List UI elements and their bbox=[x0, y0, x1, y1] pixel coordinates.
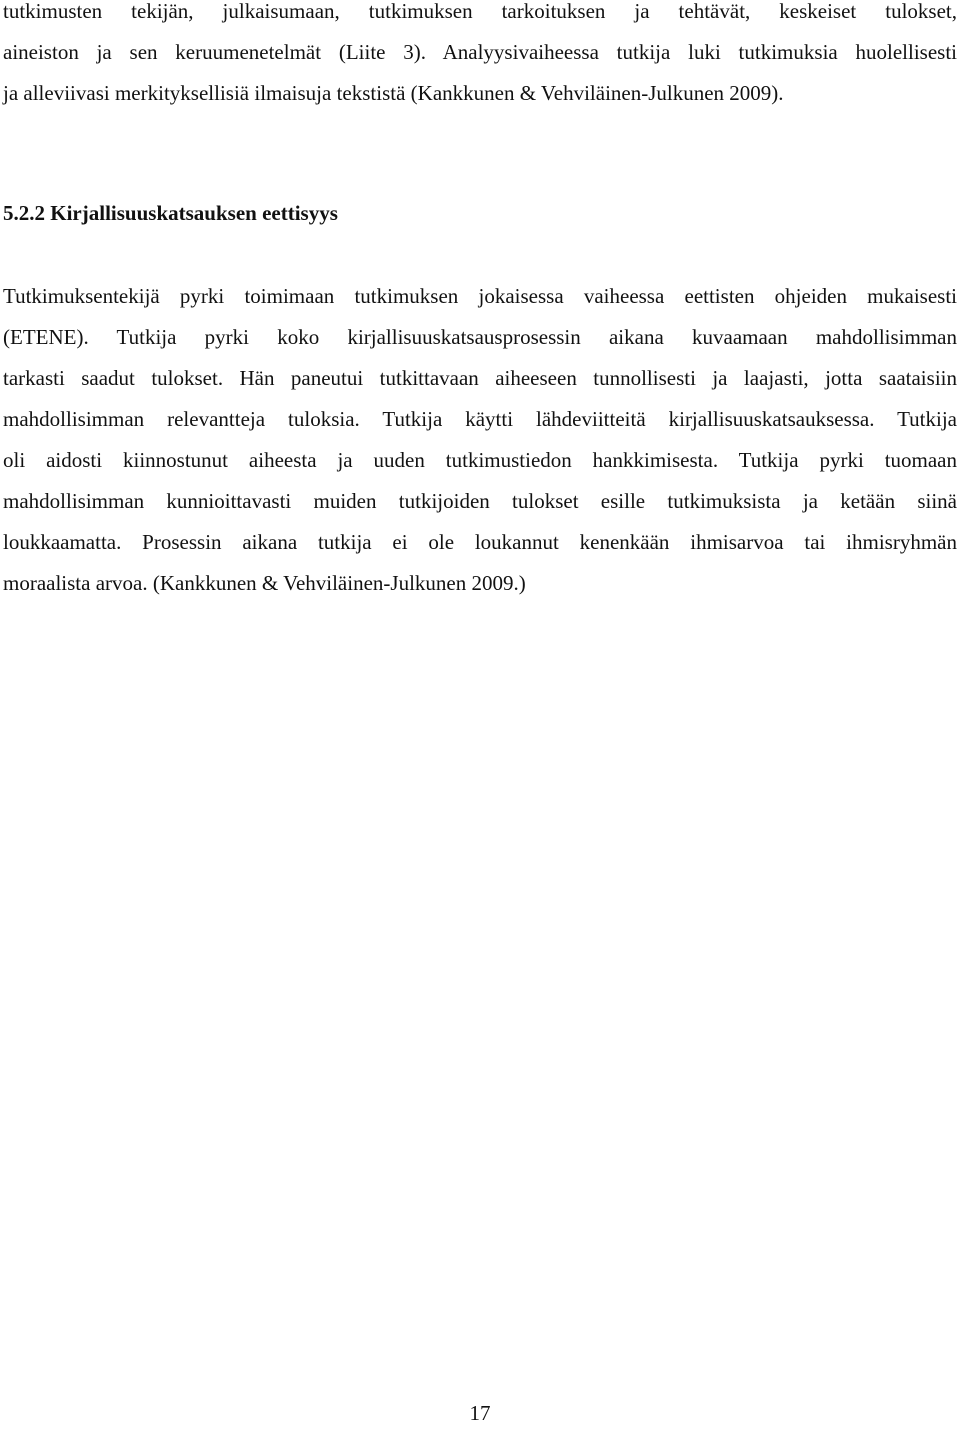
text-line: oli aidosti kiinnostunut aiheesta ja uuden tutkimustiedon hankkimisesta. Tutkija pyrki tuomaan bbox=[3, 448, 957, 472]
text-line: aineiston ja sen keruumenetelmät (Liite 3). Analyysivaiheessa tutkija luki tutkimuksia huolellisesti bbox=[3, 40, 957, 64]
section-heading: 5.2.2 Kirjallisuuskatsauksen eettisyys bbox=[3, 201, 338, 225]
text-line: Tutkimuksentekijä pyrki toimimaan tutkimuksen jokaisessa vaiheessa eettisten ohjeiden mukaisesti bbox=[3, 284, 957, 308]
text-line: mahdollisimman kunnioittavasti muiden tutkijoiden tulokset esille tutkimuksista ja ketään siinä bbox=[3, 489, 957, 513]
text-line: loukkaamatta. Prosessin aikana tutkija ei ole loukannut kenenkään ihmisarvoa tai ihmisryhmän bbox=[3, 530, 957, 554]
text-line: mahdollisimman relevantteja tuloksia. Tutkija käytti lähdeviitteitä kirjallisuuskatsauksessa. Tutkija bbox=[3, 407, 957, 431]
page-number: 17 bbox=[469, 1401, 491, 1425]
text-line: ja alleviivasi merkityksellisiä ilmaisuja tekstistä (Kankkunen & Vehviläinen-Julkunen 2009). bbox=[3, 81, 784, 105]
text-line: (ETENE). Tutkija pyrki koko kirjallisuuskatsausprosessin aikana kuvaamaan mahdollisimman bbox=[3, 325, 957, 349]
text-line: tutkimusten tekijän, julkaisumaan, tutkimuksen tarkoituksen ja tehtävät, keskeiset tulokset, bbox=[3, 0, 957, 23]
text-line: moraalista arvoa. (Kankkunen & Vehviläinen-Julkunen 2009.) bbox=[3, 571, 526, 595]
paragraph-intro bbox=[3, 0, 957, 114]
paragraph-ethics bbox=[3, 276, 957, 604]
text-line: tarkasti saadut tulokset. Hän paneutui tutkittavaan aiheeseen tunnollisesti ja laajasti, jotta saataisiin bbox=[3, 366, 957, 390]
